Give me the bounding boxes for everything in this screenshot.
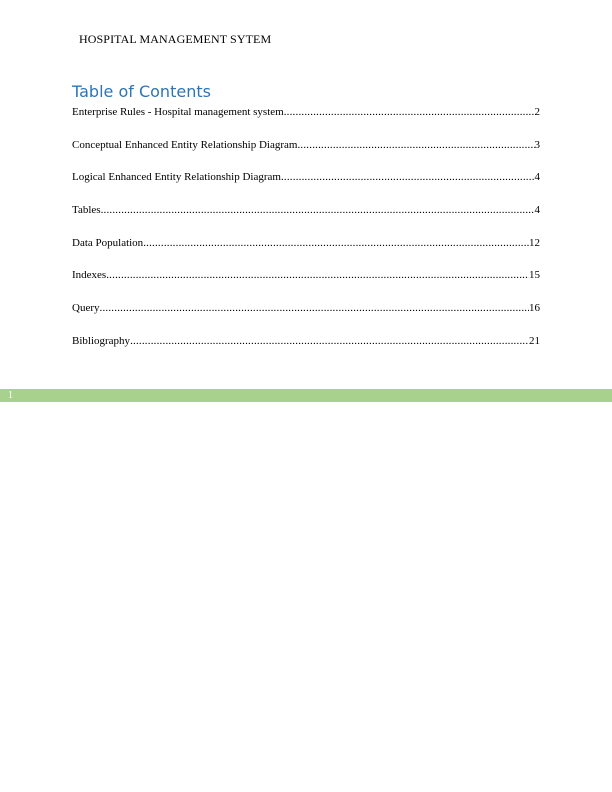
toc-entry-label: Data Population	[72, 236, 144, 249]
toc-entry-label: Enterprise Rules - Hospital management system	[72, 106, 284, 118]
toc-entry-page: 12	[529, 236, 540, 249]
toc-entry-page: 16	[529, 302, 540, 315]
toc-list	[72, 104, 540, 366]
toc-entry-label: Bibliography	[72, 334, 131, 347]
toc-dot-leader	[284, 104, 535, 120]
toc-entry-page: 2	[534, 106, 540, 118]
toc-entry-page: 21	[529, 334, 540, 347]
toc-entry-page: 15	[529, 269, 540, 282]
toc-entry-label: Logical Enhanced Entity Relationship Diagram	[72, 171, 281, 184]
toc-dot-leader	[281, 169, 535, 185]
toc-title: Table of Contents	[72, 82, 211, 101]
toc-entry-data-population[interactable]	[72, 235, 540, 251]
toc-entry-label: Query	[72, 302, 100, 315]
toc-dot-leader	[106, 267, 529, 283]
toc-entry-tables[interactable]	[72, 202, 540, 218]
toc-entry-label: Conceptual Enhanced Entity Relationship Diagram	[72, 138, 298, 151]
toc-entry-label: Indexes	[72, 269, 107, 282]
footer-bar	[0, 389, 612, 402]
toc-entry-page: 4	[534, 204, 540, 217]
toc-entry-indexes[interactable]	[72, 267, 540, 283]
toc-dot-leader	[143, 235, 529, 251]
page-header: HOSPITAL MANAGEMENT SYTEM	[79, 32, 272, 46]
toc-dot-leader	[130, 333, 529, 349]
toc-entry-conceptual-eerd[interactable]	[72, 137, 540, 153]
toc-entry-page: 3	[534, 138, 540, 151]
footer-page-number: 1	[8, 390, 13, 401]
toc-dot-leader	[101, 202, 535, 218]
toc-entry-bibliography[interactable]	[72, 333, 540, 349]
toc-entry-enterprise-rules[interactable]	[72, 104, 540, 120]
toc-entry-query[interactable]	[72, 300, 540, 316]
toc-entry-label: Tables	[72, 204, 101, 217]
toc-dot-leader	[100, 300, 530, 316]
toc-entry-page: 4	[534, 171, 540, 184]
toc-dot-leader	[297, 137, 534, 153]
toc-entry-logical-eerd[interactable]	[72, 169, 540, 185]
